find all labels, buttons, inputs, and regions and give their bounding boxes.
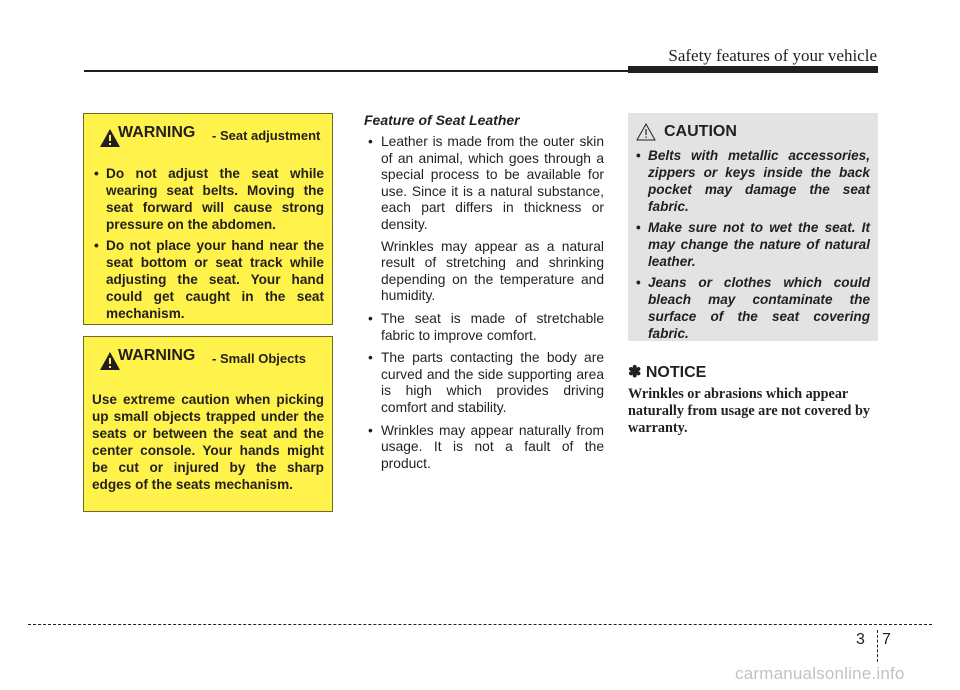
caution-list bbox=[636, 147, 870, 346]
watermark: carmanualsonline.info bbox=[735, 664, 905, 683]
list-item: • The parts contacting the body are curved and the side supporting area is high which provides driving comfort and stability. bbox=[364, 350, 604, 416]
section-header: Safety features of your vehicle bbox=[668, 46, 877, 65]
warning-list bbox=[92, 165, 324, 326]
warning-title bbox=[84, 347, 334, 387]
caution-triangle-icon bbox=[636, 123, 656, 141]
warning-small-objects-box bbox=[83, 336, 333, 512]
section-title: Feature of Seat Leather bbox=[364, 112, 520, 128]
notice-body: Wrinkles or abrasions which appear naturally from usage are not covered by warranty. bbox=[628, 386, 870, 436]
seat-leather-section bbox=[364, 112, 604, 478]
caution-label: CAUTION bbox=[664, 123, 737, 140]
warning-subtitle: - Seat adjustment bbox=[212, 128, 321, 143]
list-item: • Make sure not to wet the seat. It may change the nature of natural leather. bbox=[636, 219, 870, 270]
list-item: • Do not place your hand near the seat bottom or seat track while adjusting the seat. Your hand could get caught in the seat mechanism. bbox=[92, 237, 324, 322]
list-item: • Do not adjust the seat while wearing seat belts. Moving the seat forward will cause strong pressure on the abdomen. bbox=[92, 165, 324, 233]
list-item: • The seat is made of stretchable fabric to improve comfort. bbox=[364, 311, 604, 344]
list-item: • Jeans or clothes which could bleach may contaminate the surface of the seat covering fabric. bbox=[636, 274, 870, 342]
warning-title bbox=[84, 124, 334, 164]
seat-leather-list bbox=[364, 134, 604, 472]
list-item: • Belts with metallic accessories, zippers or keys inside the back pocket may damage the seat fabric. bbox=[636, 147, 870, 215]
page-number-separator bbox=[877, 630, 878, 662]
header-bar bbox=[628, 66, 878, 73]
list-item-text: • Leather is made from the outer skin of an animal, which goes through a special process to be available for use. Since it is a natural substance, each part differs in thickness or density. bbox=[381, 134, 604, 232]
warning-seat-adjustment-box bbox=[83, 113, 333, 325]
footer-rule bbox=[28, 624, 932, 625]
page-number: 7 bbox=[882, 631, 891, 648]
notice-section bbox=[628, 362, 880, 437]
list-item bbox=[364, 134, 604, 305]
warning-subtitle: - Small Objects bbox=[212, 351, 306, 366]
warning-label: WARNING bbox=[118, 347, 196, 364]
chapter-number: 3 bbox=[856, 631, 865, 648]
caution-box bbox=[628, 113, 878, 341]
list-item: • Wrinkles may appear naturally from usage. It is not a fault of the product. bbox=[364, 423, 604, 473]
warning-label: WARNING bbox=[118, 124, 196, 141]
caution-title bbox=[636, 123, 836, 147]
notice-title: ✽ NOTICE bbox=[628, 364, 707, 381]
list-item-extra: Wrinkles may appear as a natural result of stretching and shrinking depending on the temperature and humidity. bbox=[381, 238, 604, 304]
warning-body: Use extreme caution when picking up small objects trapped under the seats or between the seat and the center console. Your hands might be cut or injured by the sharp edges of the seats mechanism. bbox=[92, 392, 324, 492]
